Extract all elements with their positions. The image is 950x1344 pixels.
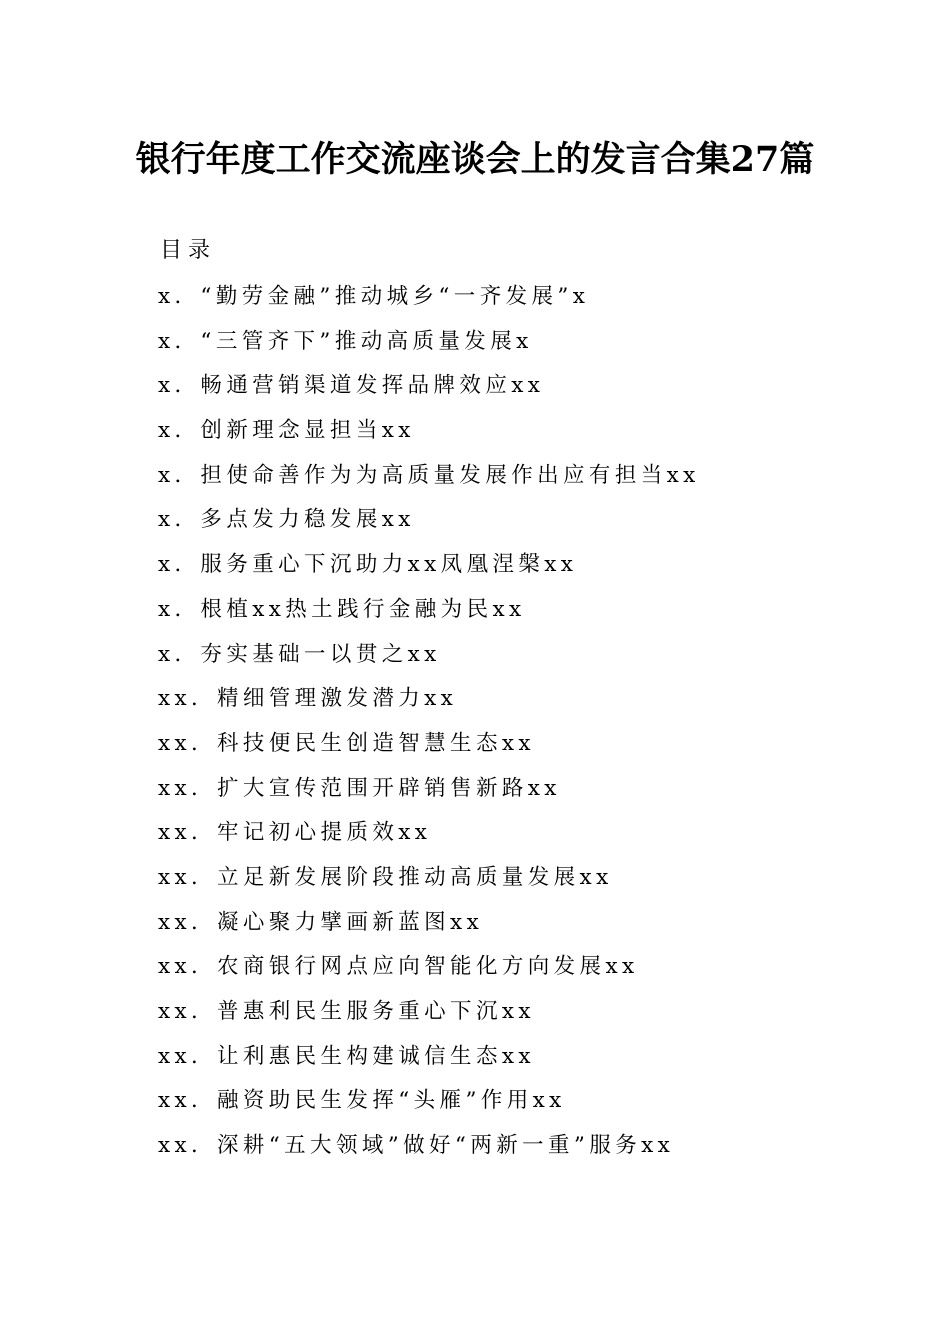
- toc-item: xx．融资助民生发挥“头雁”作用xx: [158, 1088, 566, 1114]
- toc-item: x．根植xx热土践行金融为民xx: [158, 596, 526, 622]
- toc-item: xx．普惠利民生服务重心下沉xx: [158, 999, 535, 1024]
- document-title: 银行年度工作交流座谈会上的发言合集27篇: [135, 139, 815, 180]
- toc-item: xx．让利惠民生构建诚信生态xx: [158, 1043, 535, 1069]
- toc-item: xx．牢记初心提质效xx: [158, 820, 432, 846]
- table-of-contents: [158, 279, 878, 1173]
- toc-item: xx．科技便民生创造智慧生态xx: [158, 730, 535, 756]
- toc-item: x．夯实基础一以贯之xx: [158, 641, 441, 667]
- toc-item: x．畅通营销渠道发挥品牌效应xx: [158, 373, 545, 399]
- toc-item: x．“三管齐下”推动高质量发展x: [158, 328, 533, 354]
- toc-item: xx．凝心聚力擘画新蓝图xx: [158, 909, 484, 935]
- toc-item: xx．扩大宣传范围开辟销售新路xx: [158, 775, 561, 801]
- toc-item: x．创新理念显担当xx: [158, 418, 415, 444]
- toc-item: xx．深耕“五大领域”做好“两新一重”服务xx: [158, 1133, 675, 1159]
- toc-heading: 目录: [160, 238, 217, 263]
- toc-item: x．“勤劳金融”推动城乡“一齐发展”x: [158, 284, 590, 309]
- toc-item: xx．立足新发展阶段推动高质量发展xx: [158, 864, 613, 890]
- toc-item: xx．精细管理激发潜力xx: [158, 686, 458, 712]
- toc-item: xx．农商银行网点应向智能化方向发展xx: [158, 954, 639, 980]
- toc-item: x．服务重心下沉助力xx凤凰涅槃xx: [158, 552, 578, 578]
- toc-item: x．多点发力稳发展xx: [158, 507, 415, 533]
- toc-item: x．担使命善作为为高质量发展作出应有担当xx: [158, 462, 700, 488]
